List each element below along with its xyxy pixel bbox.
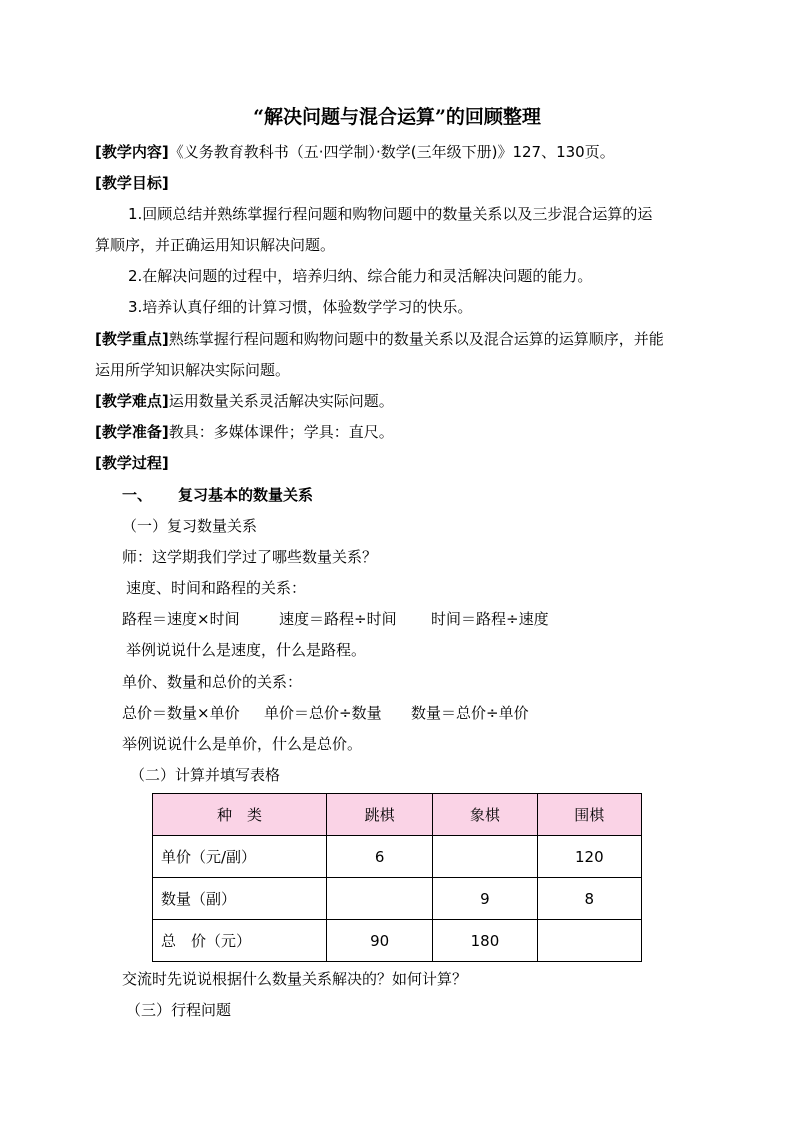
- table-cell: [433, 836, 537, 878]
- teaching-difficulty-text: 运用数量关系灵活解决实际问题。: [168, 392, 394, 410]
- speed-relation-intro: 速度、时间和路程的关系：: [126, 579, 307, 597]
- goal-1-line-1: 1.回顾总结并熟练掌握行程问题和购物问题中的数量关系以及三步混合运算的运: [128, 205, 653, 223]
- subsection-2-title: （二）计算并填写表格: [130, 766, 281, 784]
- teaching-focus-line-2: 运用所学知识解决实际问题。: [95, 361, 291, 379]
- goal-2: 2.在解决问题的过程中，培养归纳、综合能力和灵活解决问题的能力。: [128, 267, 593, 285]
- subsection-3-title: （三）行程问题: [126, 1001, 232, 1019]
- table-cell: 180: [433, 920, 537, 962]
- teaching-prep-label: [教学准备]: [95, 423, 169, 441]
- table-header-row: [153, 794, 642, 836]
- teaching-difficulty-line: [95, 390, 394, 412]
- price-formula-quantity: 数量＝总价÷单价: [411, 704, 529, 722]
- teaching-focus-label: [教学重点]: [95, 330, 169, 348]
- speed-formula-speed: 速度＝路程÷时间: [279, 610, 397, 628]
- table-header-cell: 种 类: [153, 794, 327, 836]
- teaching-focus-line: [95, 328, 664, 350]
- table-row: [153, 878, 642, 920]
- after-table-note: 交流时先说说根据什么数量关系解决的？如何计算？: [122, 970, 468, 988]
- teaching-prep-line: [95, 421, 394, 443]
- goal-3: 3.培养认真仔细的计算习惯，体验数学学习的快乐。: [128, 298, 473, 316]
- speed-formula-time: 时间＝路程÷速度: [431, 610, 549, 628]
- table-cell: 9: [433, 878, 537, 920]
- teaching-focus-text: 熟练掌握行程问题和购物问题中的数量关系以及混合运算的运算顺序，并能: [168, 330, 664, 348]
- speed-formula-distance: 路程＝速度×时间: [122, 610, 240, 628]
- table-header-cell: 围棋: [537, 794, 641, 836]
- table-cell: [537, 920, 641, 962]
- teaching-content-label: [教学内容]: [95, 143, 169, 161]
- subsection-1-title: （一）复习数量关系: [122, 517, 258, 535]
- goal-1-line-2: 算顺序，并正确运用知识解决问题。: [95, 236, 336, 254]
- teaching-goals-label: [教学目标]: [95, 174, 169, 192]
- teaching-difficulty-label: [教学难点]: [95, 392, 169, 410]
- table-cell: 90: [326, 920, 432, 962]
- teaching-prep-text: 教具：多媒体课件；学具：直尺。: [168, 423, 394, 441]
- teaching-content-text: 《义务教育教科书（五·四学制）·数学(三年级下册)》127、130页。: [168, 143, 615, 161]
- table-row-label: 单价（元/副）: [153, 836, 327, 878]
- table-cell: [326, 878, 432, 920]
- price-formula-total: 总价＝数量×单价: [122, 704, 240, 722]
- section-1-title: 复习基本的数量关系: [178, 486, 314, 504]
- table-header-cell: 象棋: [433, 794, 537, 836]
- table-row: [153, 920, 642, 962]
- price-table: [152, 793, 642, 962]
- section-1-number: 一、: [122, 486, 153, 504]
- table-cell: 8: [537, 878, 641, 920]
- table-row-label: 总 价（元）: [153, 920, 327, 962]
- teacher-question: 师：这学期我们学过了哪些数量关系？: [122, 548, 378, 566]
- table-cell: 120: [537, 836, 641, 878]
- table-header-cell: 跳棋: [326, 794, 432, 836]
- teaching-content-line: [95, 141, 615, 163]
- price-relation-intro: 单价、数量和总价的关系：: [122, 673, 303, 691]
- speed-example: 举例说说什么是速度，什么是路程。: [126, 641, 367, 659]
- teaching-process-label: [教学过程]: [95, 454, 169, 472]
- table-row: [153, 836, 642, 878]
- price-example: 举例说说什么是单价，什么是总价。: [122, 735, 363, 753]
- document-title: “解决问题与混合运算”的回顾整理: [253, 106, 541, 128]
- table-row-label: 数量（副）: [153, 878, 327, 920]
- price-formula-unit: 单价＝总价÷数量: [264, 704, 382, 722]
- table-cell: 6: [326, 836, 432, 878]
